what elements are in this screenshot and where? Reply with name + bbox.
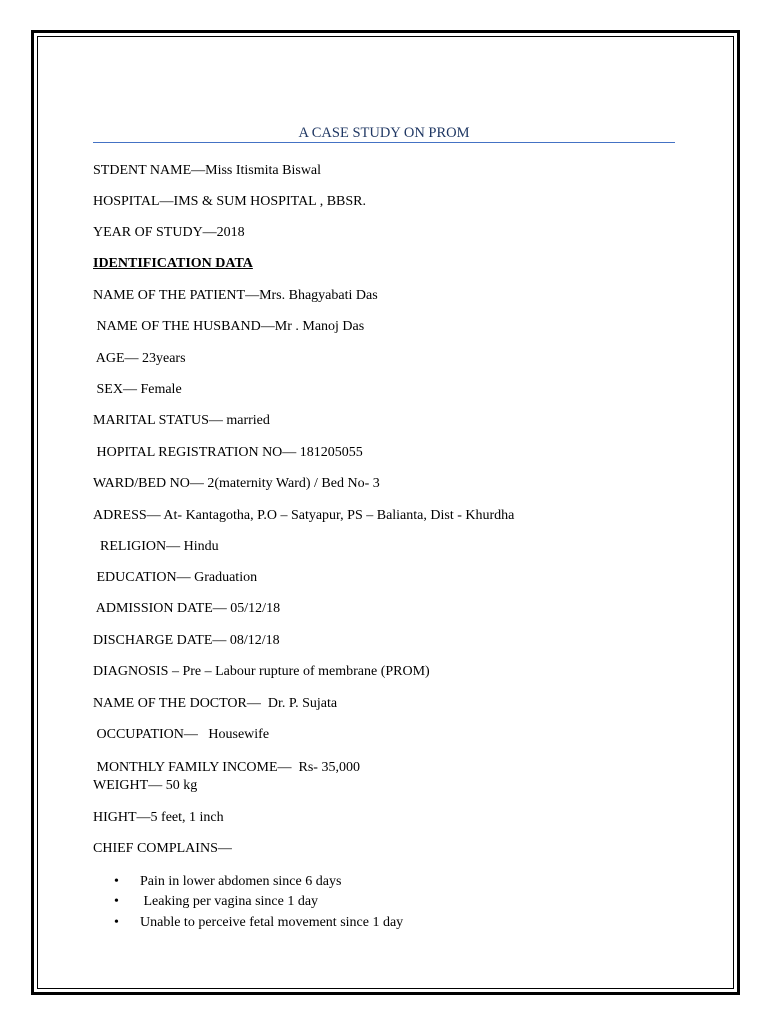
list-item-text: Unable to perceive fetal movement since 1 day: [140, 915, 404, 930]
marital-status-line: MARITAL STATUS— married: [93, 413, 270, 428]
education-line: EDUCATION— Graduation: [93, 570, 258, 585]
bullet-icon: •: [114, 874, 119, 889]
registration-no-line: HOPITAL REGISTRATION NO— 181205055: [93, 445, 363, 460]
identification-data-heading: IDENTIFICATION DATA: [93, 256, 253, 271]
patient-name-line: NAME OF THE PATIENT—Mrs. Bhagyabati Das: [93, 288, 378, 303]
list-item-text: Leaking per vagina since 1 day: [140, 894, 319, 909]
list-item-text: Pain in lower abdomen since 6 days: [140, 874, 342, 889]
list-item: [114, 914, 404, 965]
ward-bed-line: WARD/BED NO— 2(maternity Ward) / Bed No- 3: [93, 476, 380, 491]
year-of-study-line: YEAR OF STUDY—2018: [93, 225, 245, 240]
doctor-name-line: NAME OF THE DOCTOR— Dr. P. Sujata: [93, 696, 338, 711]
hospital-line: HOSPITAL—IMS & SUM HOSPITAL , BBSR.: [93, 194, 367, 209]
document-title: A CASE STUDY ON PROM: [298, 125, 470, 141]
bullet-icon: •: [114, 894, 119, 909]
admission-date-line: ADMISSION DATE— 05/12/18: [93, 601, 281, 616]
bullet-icon: •: [114, 915, 119, 930]
title-underline-rule: [93, 142, 675, 143]
husband-name-line: NAME OF THE HUSBAND—Mr . Manoj Das: [93, 319, 365, 334]
height-line: HIGHT—5 feet, 1 inch: [93, 810, 224, 825]
address-line: ADRESS— At- Kantagotha, P.O – Satyapur, PS – Balianta, Dist - Khurdha: [93, 508, 515, 523]
diagnosis-line: DIAGNOSIS – Pre – Labour rupture of membrane (PROM): [93, 664, 430, 679]
discharge-date-line: DISCHARGE DATE— 08/12/18: [93, 633, 280, 648]
age-line: AGE— 23years: [93, 351, 186, 366]
chief-complaints-heading: CHIEF COMPLAINS—: [93, 841, 232, 856]
religion-line: RELIGION— Hindu: [93, 539, 219, 554]
occupation-line: OCCUPATION— Housewife: [93, 727, 270, 742]
monthly-income-line: MONTHLY FAMILY INCOME— Rs- 35,000: [93, 760, 360, 775]
sex-line: SEX— Female: [93, 382, 182, 397]
student-name-line: STDENT NAME—Miss Itismita Biswal: [93, 163, 322, 178]
weight-line: WEIGHT— 50 kg: [93, 778, 198, 793]
